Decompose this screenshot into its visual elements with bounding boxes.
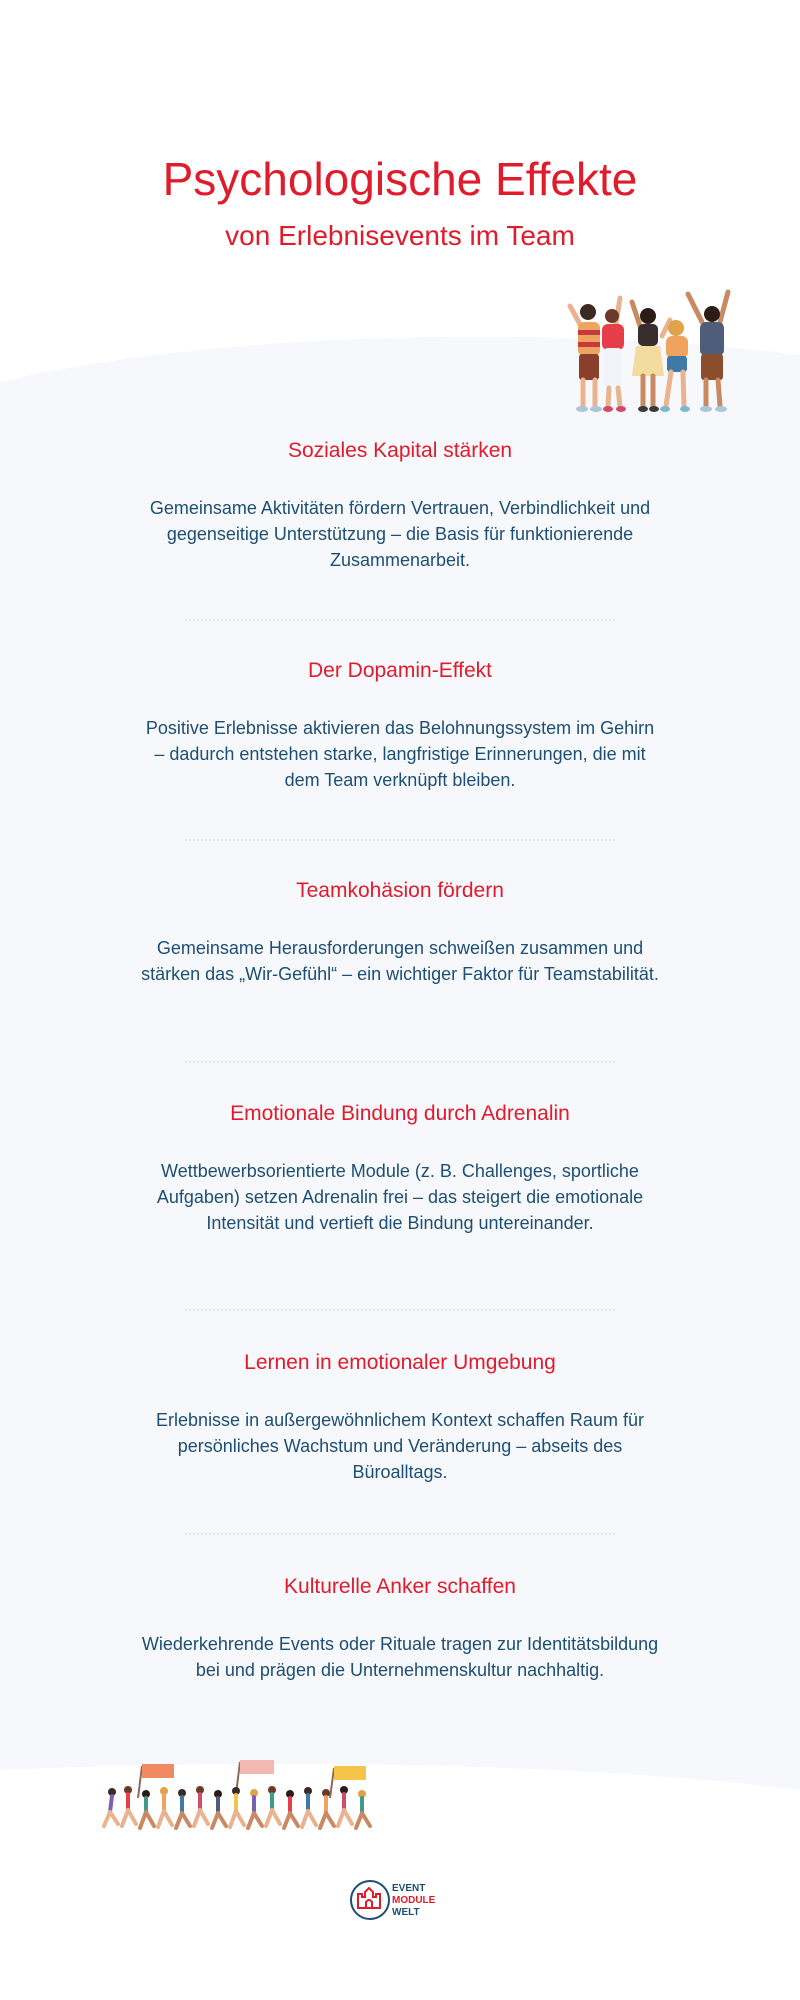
section-heading: Teamkohäsion fördern	[296, 879, 504, 902]
section-kulturelle-anker	[140, 1573, 660, 1683]
section-soziales-kapital	[140, 437, 660, 573]
page-subtitle: von Erlebnisevents im Team	[225, 220, 575, 251]
running-crowd-with-flags-illustration	[100, 1758, 375, 1833]
section-text: Wettbewerbsorientierte Module (z. B. Challenges, sportliche Aufgaben) setzen Adrenalin frei – das steigert die emotionale Intensität und vertieft die Bindung untereinander.	[156, 1161, 644, 1233]
section-heading: Lernen in emotionaler Umgebung	[244, 1351, 556, 1374]
section-heading: Emotionale Bindung durch Adrenalin	[230, 1102, 570, 1125]
section-text: Gemeinsame Aktivitäten fördern Vertrauen, Verbindlichkeit und gegenseitige Unterstützung – die Basis für funktionierende Zusammenarbeit.	[149, 498, 651, 570]
section-teamkohaesion	[140, 877, 660, 987]
page-title: Psychologische Effekte	[162, 153, 638, 205]
person-3	[632, 302, 664, 412]
person-2	[602, 298, 626, 412]
section-text: Positive Erlebnisse aktivieren das Belohnungssystem im Gehirn – dadurch entstehen starke, langfristige Erinnerungen, die mit dem Team verknüpft bleiben.	[145, 718, 655, 790]
castle-logo-icon	[351, 1881, 389, 1919]
cheering-team-illustration	[560, 288, 740, 418]
person-5	[688, 292, 728, 412]
event-module-welt-logo	[350, 1878, 450, 1922]
section-emotionale-bindung	[140, 1100, 660, 1236]
section-heading: Kulturelle Anker schaffen	[284, 1575, 516, 1598]
page-header	[0, 150, 800, 254]
section-dopamin-effekt	[140, 657, 660, 793]
section-heading: Soziales Kapital stärken	[287, 439, 513, 462]
section-text: Gemeinsame Herausforderungen schweißen zusammen und stärken das „Wir-Gefühl“ – ein wichtiger Faktor für Teamstabilität.	[141, 938, 659, 984]
section-text: Wiederkehrende Events oder Rituale tragen zur Identitätsbildung bei und prägen die Unternehmenskultur nachhaltig.	[141, 1634, 659, 1680]
section-divider	[185, 839, 615, 841]
section-heading: Der Dopamin-Effekt	[307, 659, 493, 682]
section-lernen	[140, 1349, 660, 1485]
section-divider	[185, 1061, 615, 1063]
logo-line-3: WELT	[392, 1907, 420, 1918]
person-1	[570, 304, 602, 412]
logo-line-2: MODULE	[392, 1895, 436, 1906]
section-divider	[185, 619, 615, 621]
section-divider	[185, 1533, 615, 1535]
section-text: Erlebnisse in außergewöhnlichem Kontext schaffen Raum für persönliches Wachstum und Veränderung – abseits des Büroalltags.	[156, 1410, 644, 1482]
section-divider	[185, 1309, 615, 1311]
logo-line-1: EVENT	[392, 1883, 426, 1894]
person-4	[660, 320, 690, 412]
